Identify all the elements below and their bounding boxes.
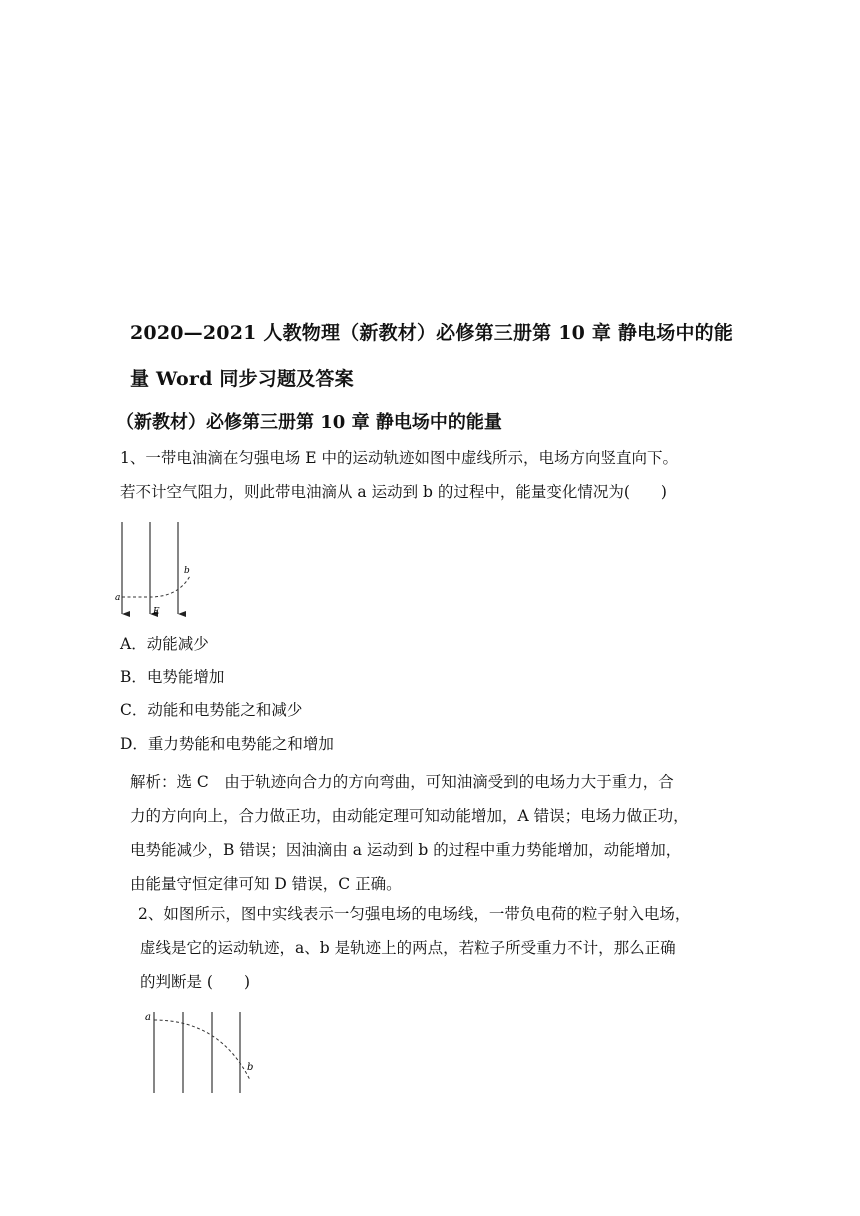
document-title-line1: 2020—2021 人教物理（新教材）必修第三册第 10 章 静电场中的能 [130, 322, 734, 344]
q1-option-d: D．重力势能和电势能之和增加 [120, 735, 334, 753]
section-subtitle: （新教材）必修第三册第 10 章 静电场中的能量 [116, 412, 502, 433]
q1-label-E: E [153, 607, 160, 617]
q1-text-line2: 若不计空气阻力，则此带电油滴从 a 运动到 b 的过程中，能量变化情况为( ) [120, 483, 667, 501]
q1-analysis-line3: 电势能减少，B 错误；因油滴由 a 运动到 b 的过程中重力势能增加，动能增加， [130, 841, 682, 859]
q2-text-line1: 2、如图所示，图中实线表示一匀强电场的电场线，一带负电荷的粒子射入电场， [138, 905, 691, 923]
q2-field-diagram [140, 1008, 270, 1098]
q1-option-b: B．电势能增加 [120, 668, 225, 686]
q2-trajectory [154, 1020, 250, 1080]
q2-text-line3: 的判断是 ( ) [140, 973, 251, 991]
q1-analysis-line2: 力的方向向上，合力做正功，由动能定理可知动能增加，A 错误；电场力做正功， [130, 807, 689, 825]
q2-label-a: a [145, 1012, 151, 1023]
q1-field-diagram [110, 518, 210, 623]
q1-option-c: C．动能和电势能之和减少 [120, 701, 303, 719]
document-title-line2: 量 Word 同步习题及答案 [130, 368, 354, 390]
q2-text-line2: 虚线是它的运动轨迹，a、b 是轨迹上的两点，若粒子所受重力不计，那么正确 [140, 939, 676, 957]
q1-analysis-line1: 解析：选 C 由于轨迹向合力的方向弯曲，可知油滴受到的电场力大于重力，合 [130, 773, 674, 791]
q1-analysis-line4: 由能量守恒定律可知 D 错误，C 正确。 [130, 875, 402, 893]
q1-text-line1: 1、一带电油滴在匀强电场 E 中的运动轨迹如图中虚线所示，电场方向竖直向下。 [120, 449, 679, 467]
q1-option-a: A．动能减少 [120, 635, 209, 653]
q1-label-a: a [115, 593, 121, 603]
q2-label-b: b [247, 1062, 254, 1073]
q1-trajectory [122, 576, 190, 597]
q1-label-b: b [184, 566, 190, 576]
